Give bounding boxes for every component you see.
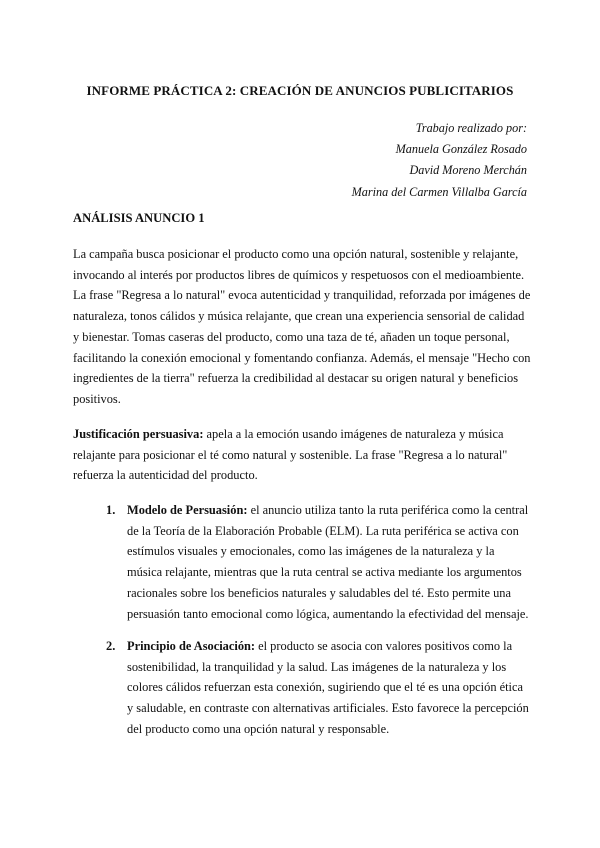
- list-item: [106, 500, 531, 624]
- list-number: 2.: [106, 639, 116, 653]
- list-item-label: Modelo de Persuasión:: [127, 503, 248, 517]
- list-item-text: el producto se asocia con valores positivos como la sostenibilidad, la tranquilidad y la salud. Las imágenes de la naturaleza y los colores cálidos refuerzan esta conexión, sugiriendo que el té es una opción ética y saludable, en contraste con alternativas artificiales. Esto favorece la percepción del producto como una opción natural y responsable.: [127, 639, 529, 736]
- justification-text: apela a la emoción usando imágenes de naturaleza y música relajante para posicionar el té como natural y sostenible. La frase "Regresa a lo natural" refuerza la autenticidad del producto.: [73, 427, 508, 483]
- author-name: Manuela González Rosado: [395, 142, 527, 157]
- list-number: 1.: [106, 503, 116, 517]
- author-name: David Moreno Merchán: [409, 163, 527, 178]
- list-item-label: Principio de Asociación:: [127, 639, 256, 653]
- paragraph-justification: [73, 424, 533, 486]
- author-name: Marina del Carmen Villalba García: [351, 184, 527, 199]
- section-heading: ANÁLISIS ANUNCIO 1: [73, 211, 205, 225]
- document-title: INFORME PRÁCTICA 2: CREACIÓN DE ANUNCIOS PUBLICITARIOS: [86, 83, 514, 98]
- list-item-text: el anuncio utiliza tanto la ruta periférica como la central de la Teoría de la Elaboración Probable (ELM). La ruta periférica se activa con estímulos visuales y emocionales, como las imágenes de la naturaleza y la música relajante, mientras que la ruta central se activa mediante los argumentos racionales sobre los beneficios naturales y saludables del té. Esto permite una persuasión tanto emocional como lógica, aumentando la efectividad del mensaje.: [127, 503, 529, 621]
- authors-block: [352, 118, 527, 203]
- authors-header: Trabajo realizado por:: [415, 121, 527, 135]
- paragraph-intro: La campaña busca posicionar el producto como una opción natural, sostenible y relajante, invocando al interés por productos libres de químicos y respetuosos con el medioambiente. La frase "Regresa a lo natural" evoca autenticidad y tranquilidad, reforzada por imágenes de naturaleza, tonos cálidos y música relajante, que crean una experiencia sensorial de calidad y bienestar. Tomas caseras del producto, como una taza de té, añaden un toque personal, facilitando la conexión emocional y fomentando confianza. Además, el mensaje "Hecho con ingredientes de la tierra" refuerza la credibilidad al destacar su origen natural y beneficios positivos.: [73, 247, 531, 406]
- list-item: [106, 636, 531, 740]
- justification-label: Justificación persuasiva:: [73, 427, 204, 441]
